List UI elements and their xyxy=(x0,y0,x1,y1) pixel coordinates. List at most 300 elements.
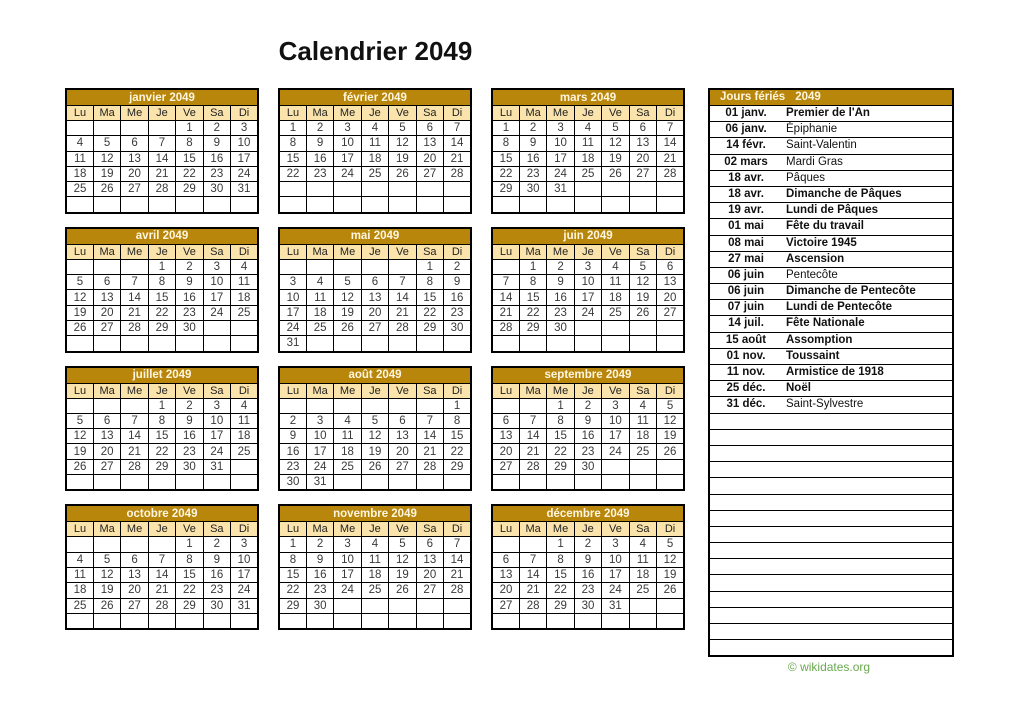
holiday-row xyxy=(710,316,952,332)
day-cell: 6 xyxy=(492,413,519,428)
day-cell: 24 xyxy=(602,583,629,598)
day-cell: 24 xyxy=(306,459,333,474)
day-cell: 21 xyxy=(519,444,546,459)
empty-day-cell xyxy=(176,197,203,213)
holiday-name: Lundi de Pentecôte xyxy=(786,301,893,314)
weekday-label: Ma xyxy=(93,244,120,259)
day-cell: 20 xyxy=(657,290,684,305)
empty-day-cell xyxy=(629,320,656,335)
empty-day-cell xyxy=(361,182,388,197)
day-cell: 17 xyxy=(203,429,230,444)
day-cell: 4 xyxy=(574,121,601,136)
holiday-row xyxy=(710,138,952,154)
holiday-date: 01 mai xyxy=(728,220,764,233)
empty-day-cell xyxy=(629,475,656,491)
day-cell: 11 xyxy=(334,429,361,444)
day-cell: 21 xyxy=(444,567,471,582)
day-cell: 27 xyxy=(121,598,148,613)
day-cell: 16 xyxy=(444,290,471,305)
weekday-label: Sa xyxy=(416,244,443,259)
day-cell: 19 xyxy=(93,166,120,181)
day-cell: 29 xyxy=(148,459,175,474)
day-cell: 28 xyxy=(444,166,471,181)
holiday-date: 14 juil. xyxy=(728,317,764,330)
empty-day-cell xyxy=(444,197,471,213)
day-cell: 12 xyxy=(334,290,361,305)
empty-day-cell xyxy=(574,320,601,335)
day-cell: 8 xyxy=(492,136,519,151)
empty-day-cell xyxy=(492,537,519,552)
empty-day-cell xyxy=(444,336,471,352)
day-cell: 26 xyxy=(93,598,120,613)
empty-day-cell xyxy=(574,336,601,352)
day-cell: 19 xyxy=(657,429,684,444)
day-cell: 28 xyxy=(121,320,148,335)
weekday-label: Di xyxy=(657,244,684,259)
day-cell: 5 xyxy=(334,275,361,290)
day-cell: 7 xyxy=(657,121,684,136)
empty-day-cell xyxy=(334,182,361,197)
empty-day-cell xyxy=(657,613,684,629)
day-cell: 17 xyxy=(203,290,230,305)
day-cell: 10 xyxy=(279,290,306,305)
day-cell: 2 xyxy=(306,537,333,552)
day-cell: 10 xyxy=(547,136,574,151)
day-cell: 20 xyxy=(492,444,519,459)
weekday-label: Me xyxy=(334,244,361,259)
empty-day-cell xyxy=(492,259,519,274)
empty-day-cell xyxy=(547,336,574,352)
day-cell: 11 xyxy=(602,275,629,290)
empty-day-cell xyxy=(574,613,601,629)
day-cell: 2 xyxy=(279,413,306,428)
day-cell: 18 xyxy=(66,583,93,598)
day-cell: 28 xyxy=(444,583,471,598)
day-cell: 3 xyxy=(203,398,230,413)
empty-day-cell xyxy=(66,398,93,413)
day-cell: 14 xyxy=(416,429,443,444)
weekday-label: Lu xyxy=(492,383,519,398)
day-cell: 26 xyxy=(361,459,388,474)
empty-day-cell xyxy=(519,475,546,491)
empty-day-cell xyxy=(492,475,519,491)
day-cell: 28 xyxy=(519,598,546,613)
weekday-label: Me xyxy=(121,106,148,121)
holiday-empty-row xyxy=(710,478,952,494)
holidays-list xyxy=(710,106,952,655)
day-cell: 13 xyxy=(492,429,519,444)
day-cell: 14 xyxy=(121,429,148,444)
empty-day-cell xyxy=(519,197,546,213)
day-cell: 10 xyxy=(602,552,629,567)
day-cell: 10 xyxy=(602,413,629,428)
empty-day-cell xyxy=(361,398,388,413)
weekday-label: Di xyxy=(444,106,471,121)
day-cell: 16 xyxy=(574,429,601,444)
empty-day-cell xyxy=(602,336,629,352)
day-cell: 22 xyxy=(279,583,306,598)
day-cell: 17 xyxy=(574,290,601,305)
day-cell: 24 xyxy=(231,166,258,181)
weekday-label: Ve xyxy=(176,383,203,398)
empty-day-cell xyxy=(657,336,684,352)
day-cell: 8 xyxy=(176,136,203,151)
day-cell: 8 xyxy=(444,413,471,428)
empty-day-cell xyxy=(389,259,416,274)
month-title: juin 2049 xyxy=(492,228,684,245)
day-cell: 6 xyxy=(361,275,388,290)
day-cell: 12 xyxy=(66,290,93,305)
holiday-name: Premier de l'An xyxy=(786,107,870,119)
weekday-label: Di xyxy=(444,383,471,398)
empty-day-cell xyxy=(148,475,175,491)
day-cell: 9 xyxy=(444,275,471,290)
day-cell: 20 xyxy=(121,583,148,598)
holidays-year: 2049 xyxy=(795,91,821,103)
day-cell: 9 xyxy=(279,429,306,444)
day-cell: 30 xyxy=(203,182,230,197)
empty-day-cell xyxy=(389,613,416,629)
weekday-label: Me xyxy=(547,244,574,259)
day-cell: 20 xyxy=(93,305,120,320)
day-cell: 10 xyxy=(334,552,361,567)
holiday-name: Mardi Gras xyxy=(786,155,843,168)
holiday-row xyxy=(710,349,952,365)
day-cell: 13 xyxy=(629,136,656,151)
day-cell: 12 xyxy=(602,136,629,151)
weekday-label: Di xyxy=(444,244,471,259)
day-cell: 2 xyxy=(444,259,471,274)
weekday-label: Lu xyxy=(492,244,519,259)
empty-day-cell xyxy=(203,197,230,213)
day-cell: 21 xyxy=(121,305,148,320)
day-cell: 4 xyxy=(629,398,656,413)
empty-day-cell xyxy=(231,197,258,213)
empty-day-cell xyxy=(519,336,546,352)
day-cell: 13 xyxy=(361,290,388,305)
holiday-row xyxy=(710,171,952,187)
holiday-date: 27 mai xyxy=(728,252,764,265)
day-cell: 16 xyxy=(203,567,230,582)
weekday-label: Lu xyxy=(279,383,306,398)
holiday-row xyxy=(710,203,952,219)
empty-day-cell xyxy=(148,537,175,552)
day-cell: 14 xyxy=(519,429,546,444)
day-cell: 1 xyxy=(444,398,471,413)
day-cell: 20 xyxy=(389,444,416,459)
holiday-date: 19 avr. xyxy=(728,204,764,217)
month-janvier xyxy=(65,88,259,214)
day-cell: 3 xyxy=(574,259,601,274)
holiday-row xyxy=(710,365,952,381)
day-cell: 18 xyxy=(361,151,388,166)
day-cell: 21 xyxy=(416,444,443,459)
day-cell: 4 xyxy=(361,537,388,552)
empty-day-cell xyxy=(121,197,148,213)
holidays-header xyxy=(710,90,952,106)
holiday-name: Fête du travail xyxy=(786,220,864,233)
day-cell: 1 xyxy=(148,259,175,274)
day-cell: 16 xyxy=(203,151,230,166)
holiday-name: Noël xyxy=(786,382,811,395)
day-cell: 25 xyxy=(361,166,388,181)
month-title: avril 2049 xyxy=(66,228,258,245)
day-cell: 19 xyxy=(66,444,93,459)
holiday-empty-row xyxy=(710,511,952,527)
day-cell: 13 xyxy=(416,136,443,151)
empty-day-cell xyxy=(444,613,471,629)
month-février xyxy=(278,88,472,214)
weekday-label: Me xyxy=(334,522,361,537)
day-cell: 28 xyxy=(121,459,148,474)
day-cell: 20 xyxy=(93,444,120,459)
weekday-label: Ve xyxy=(602,106,629,121)
day-cell: 16 xyxy=(176,290,203,305)
empty-day-cell xyxy=(121,121,148,136)
empty-day-cell xyxy=(148,121,175,136)
weekday-label: Ma xyxy=(519,106,546,121)
weekday-label: Di xyxy=(657,522,684,537)
empty-day-cell xyxy=(361,197,388,213)
day-cell: 25 xyxy=(629,444,656,459)
holiday-date: 14 févr. xyxy=(726,139,766,152)
day-cell: 15 xyxy=(547,567,574,582)
day-cell: 8 xyxy=(547,552,574,567)
day-cell: 21 xyxy=(657,151,684,166)
empty-day-cell xyxy=(93,121,120,136)
day-cell: 24 xyxy=(203,444,230,459)
empty-day-cell xyxy=(66,259,93,274)
empty-day-cell xyxy=(279,197,306,213)
day-cell: 13 xyxy=(416,552,443,567)
weekday-label: Lu xyxy=(279,244,306,259)
day-cell: 9 xyxy=(519,136,546,151)
day-cell: 1 xyxy=(279,121,306,136)
empty-day-cell xyxy=(121,613,148,629)
empty-day-cell xyxy=(389,398,416,413)
day-cell: 29 xyxy=(176,182,203,197)
empty-day-cell xyxy=(361,598,388,613)
day-cell: 18 xyxy=(334,444,361,459)
empty-day-cell xyxy=(203,613,230,629)
weekday-label: Ma xyxy=(93,106,120,121)
empty-day-cell xyxy=(389,182,416,197)
empty-day-cell xyxy=(574,182,601,197)
day-cell: 9 xyxy=(574,413,601,428)
holiday-row xyxy=(710,187,952,203)
empty-day-cell xyxy=(66,336,93,352)
day-cell: 8 xyxy=(279,552,306,567)
weekday-label: Sa xyxy=(203,244,230,259)
day-cell: 7 xyxy=(121,275,148,290)
empty-day-cell xyxy=(306,182,333,197)
holiday-row xyxy=(710,252,952,268)
month-août xyxy=(278,366,472,492)
month-octobre xyxy=(65,504,259,630)
empty-day-cell xyxy=(416,398,443,413)
weekday-label: Je xyxy=(361,106,388,121)
holiday-date: 18 avr. xyxy=(728,187,764,200)
day-cell: 22 xyxy=(444,444,471,459)
day-cell: 5 xyxy=(657,398,684,413)
day-cell: 21 xyxy=(121,444,148,459)
month-septembre xyxy=(491,366,685,492)
month-décembre xyxy=(491,504,685,630)
day-cell: 28 xyxy=(148,182,175,197)
day-cell: 18 xyxy=(629,429,656,444)
holiday-name: Ascension xyxy=(786,252,845,265)
day-cell: 24 xyxy=(574,305,601,320)
day-cell: 15 xyxy=(176,567,203,582)
day-cell: 25 xyxy=(306,320,333,335)
empty-day-cell xyxy=(629,598,656,613)
day-cell: 14 xyxy=(148,151,175,166)
day-cell: 19 xyxy=(361,444,388,459)
empty-day-cell xyxy=(93,197,120,213)
day-cell: 12 xyxy=(389,136,416,151)
weekday-label: Ve xyxy=(602,244,629,259)
day-cell: 11 xyxy=(66,151,93,166)
day-cell: 17 xyxy=(334,567,361,582)
holidays-panel xyxy=(708,88,954,657)
day-cell: 15 xyxy=(148,290,175,305)
day-cell: 10 xyxy=(203,413,230,428)
day-cell: 28 xyxy=(657,166,684,181)
day-cell: 19 xyxy=(389,567,416,582)
empty-day-cell xyxy=(93,398,120,413)
day-cell: 13 xyxy=(492,567,519,582)
day-cell: 26 xyxy=(657,583,684,598)
day-cell: 24 xyxy=(602,444,629,459)
weekday-label: Je xyxy=(148,522,175,537)
empty-day-cell xyxy=(334,259,361,274)
day-cell: 15 xyxy=(444,429,471,444)
empty-day-cell xyxy=(203,336,230,352)
day-cell: 25 xyxy=(66,182,93,197)
day-cell: 26 xyxy=(334,320,361,335)
holiday-date: 31 déc. xyxy=(726,398,766,411)
holiday-date: 07 juin xyxy=(727,301,765,314)
day-cell: 4 xyxy=(306,275,333,290)
holiday-row xyxy=(710,268,952,284)
day-cell: 30 xyxy=(306,598,333,613)
weekday-label: Sa xyxy=(416,383,443,398)
day-cell: 7 xyxy=(492,275,519,290)
day-cell: 9 xyxy=(574,552,601,567)
month-mai xyxy=(278,227,472,353)
day-cell: 3 xyxy=(231,537,258,552)
empty-day-cell xyxy=(334,336,361,352)
day-cell: 8 xyxy=(547,413,574,428)
day-cell: 27 xyxy=(389,459,416,474)
day-cell: 6 xyxy=(93,275,120,290)
day-cell: 25 xyxy=(231,444,258,459)
day-cell: 5 xyxy=(389,537,416,552)
day-cell: 9 xyxy=(176,275,203,290)
holiday-name: Pentecôte xyxy=(786,268,838,281)
day-cell: 23 xyxy=(176,305,203,320)
empty-day-cell xyxy=(203,320,230,335)
empty-day-cell xyxy=(492,613,519,629)
empty-day-cell xyxy=(148,197,175,213)
day-cell: 18 xyxy=(306,305,333,320)
holiday-row xyxy=(710,300,952,316)
day-cell: 12 xyxy=(629,275,656,290)
month-title: mars 2049 xyxy=(492,89,684,106)
holiday-empty-row xyxy=(710,527,952,543)
weekday-label: Sa xyxy=(203,106,230,121)
empty-day-cell xyxy=(148,336,175,352)
day-cell: 23 xyxy=(574,444,601,459)
weekday-label: Ma xyxy=(306,383,333,398)
day-cell: 24 xyxy=(203,305,230,320)
weekday-label: Ma xyxy=(306,244,333,259)
weekday-label: Me xyxy=(334,106,361,121)
day-cell: 22 xyxy=(176,583,203,598)
day-cell: 27 xyxy=(416,583,443,598)
day-cell: 16 xyxy=(279,444,306,459)
day-cell: 4 xyxy=(66,552,93,567)
day-cell: 29 xyxy=(547,459,574,474)
holiday-empty-row xyxy=(710,495,952,511)
day-cell: 30 xyxy=(176,459,203,474)
day-cell: 1 xyxy=(176,121,203,136)
day-cell: 3 xyxy=(203,259,230,274)
empty-day-cell xyxy=(629,197,656,213)
month-title: novembre 2049 xyxy=(279,505,471,522)
holiday-date: 02 mars xyxy=(724,155,768,168)
holiday-empty-row xyxy=(710,430,952,446)
empty-day-cell xyxy=(231,459,258,474)
weekday-label: Ve xyxy=(389,383,416,398)
empty-day-cell xyxy=(279,613,306,629)
empty-day-cell xyxy=(93,259,120,274)
empty-day-cell xyxy=(121,475,148,491)
empty-day-cell xyxy=(629,336,656,352)
month-juillet xyxy=(65,366,259,492)
weekday-label: Lu xyxy=(66,106,93,121)
day-cell: 5 xyxy=(389,121,416,136)
credit-link[interactable]: © wikidates.org xyxy=(787,660,871,674)
day-cell: 13 xyxy=(121,151,148,166)
day-cell: 4 xyxy=(334,413,361,428)
day-cell: 28 xyxy=(492,320,519,335)
day-cell: 28 xyxy=(389,320,416,335)
day-cell: 20 xyxy=(361,305,388,320)
month-title: septembre 2049 xyxy=(492,367,684,384)
weekday-label: Di xyxy=(657,383,684,398)
day-cell: 7 xyxy=(519,413,546,428)
empty-day-cell xyxy=(121,537,148,552)
day-cell: 29 xyxy=(416,320,443,335)
day-cell: 23 xyxy=(176,444,203,459)
day-cell: 10 xyxy=(574,275,601,290)
empty-day-cell xyxy=(334,475,361,491)
day-cell: 3 xyxy=(231,121,258,136)
holiday-date: 01 janv. xyxy=(725,107,767,119)
day-cell: 21 xyxy=(444,151,471,166)
day-cell: 15 xyxy=(279,151,306,166)
empty-day-cell xyxy=(389,598,416,613)
day-cell: 18 xyxy=(231,290,258,305)
weekday-label: Ma xyxy=(519,522,546,537)
weekday-label: Di xyxy=(657,106,684,121)
day-cell: 2 xyxy=(176,259,203,274)
day-cell: 12 xyxy=(93,151,120,166)
empty-day-cell xyxy=(519,537,546,552)
day-cell: 11 xyxy=(361,552,388,567)
day-cell: 7 xyxy=(416,413,443,428)
